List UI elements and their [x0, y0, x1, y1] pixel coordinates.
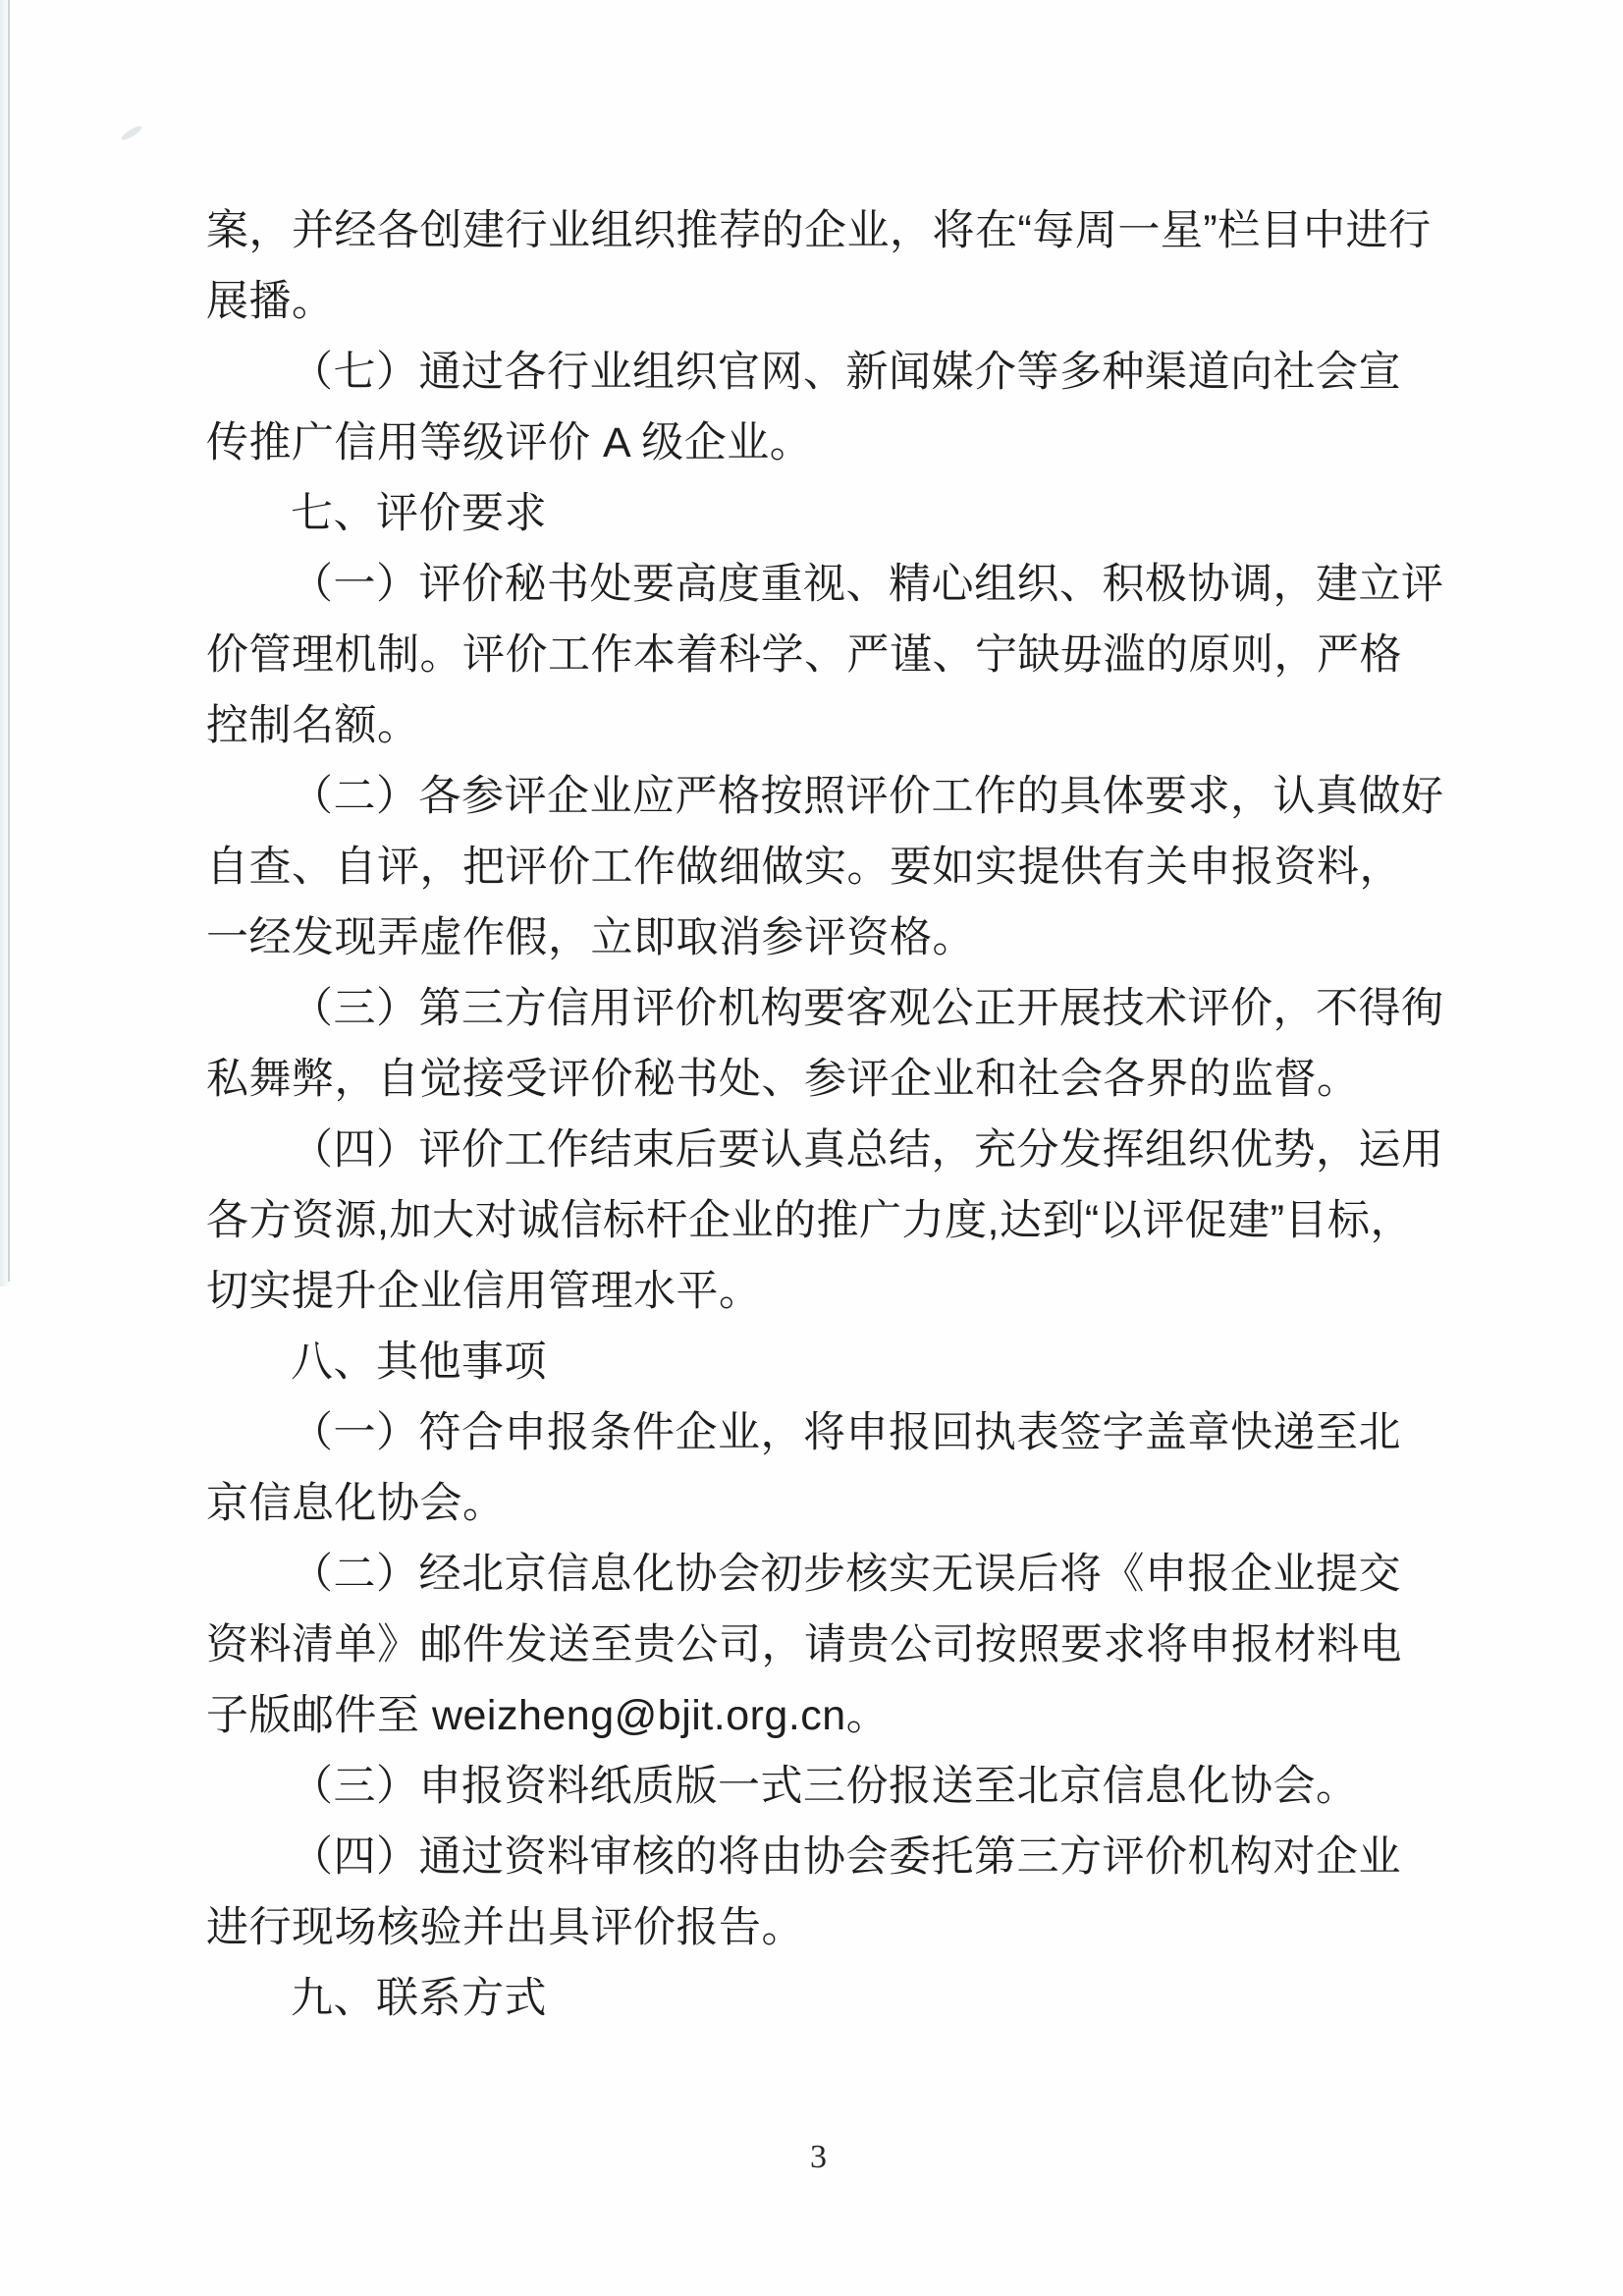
- text-line: 一经发现弄虚作假，立即取消参评资格。: [206, 914, 975, 961]
- text-line: 资料清单》邮件发送至贵公司，请贵公司按照要求将申报材料电: [206, 1621, 1402, 1668]
- text-line: 私舞弊，自觉接受评价秘书处、参评企业和社会各界的监督。: [206, 1056, 1360, 1103]
- text-line: （四）通过资料审核的将由协会委托第三方评价机构对企业: [291, 1833, 1401, 1881]
- text-line: 八、其他事项: [291, 1339, 547, 1386]
- text-line: 京信息化协会。: [206, 1480, 506, 1527]
- text-line: 各方资源,加大对诚信标杆企业的推广力度,达到“以评促建”目标，: [206, 1197, 1414, 1244]
- text-line: （一）评价秘书处要高度重视、精心组织、积极协调，建立评: [291, 561, 1444, 608]
- document-body: [206, 195, 1483, 2034]
- text-line: 传推广信用等级评价 A 级企业。: [206, 419, 813, 466]
- scan-edge-line-artifact: [8, 0, 10, 1282]
- text-line: 展播。: [206, 278, 335, 325]
- text-line: 进行现场核验并出具评价报告。: [206, 1904, 804, 1951]
- text-line: 自查、自评，把评价工作做细做实。要如实提供有关申报资料，: [206, 844, 1402, 891]
- text-line: （二）经北京信息化协会初步核实无误后将《申报企业提交: [291, 1551, 1401, 1598]
- text-line: （二）各参评企业应严格按照评价工作的具体要求，认真做好: [291, 773, 1444, 820]
- page-number: 3: [810, 2139, 827, 2175]
- scan-smudge-artifact: [120, 124, 143, 142]
- text-line: 切实提升企业信用管理水平。: [206, 1268, 762, 1315]
- text-line: 控制名额。: [206, 702, 420, 749]
- text-line: 九、联系方式: [291, 1975, 547, 2022]
- text-line: （三）申报资料纸质版一式三份报送至北京信息化协会。: [291, 1763, 1359, 1810]
- text-line: 七、评价要求: [291, 490, 547, 537]
- text-line: 价管理机制。评价工作本着科学、严谨、宁缺毋滥的原则，严格: [206, 631, 1402, 679]
- text-line: 案，并经各创建行业组织推荐的企业，将在“每周一星”栏目中进行: [206, 207, 1432, 254]
- text-line: （七）通过各行业组织官网、新闻媒介等多种渠道向社会宣: [291, 349, 1401, 396]
- text-line: （一）符合申报条件企业，将申报回执表签字盖章快递至北: [291, 1409, 1401, 1456]
- text-line: （四）评价工作结束后要认真总结，充分发挥组织优势，运用: [291, 1126, 1444, 1174]
- text-line: （三）第三方信用评价机构要客观公正开展技术评价，不得徇: [291, 985, 1444, 1032]
- text-line: 子版邮件至 weizheng@bjit.org.cn。: [206, 1692, 890, 1739]
